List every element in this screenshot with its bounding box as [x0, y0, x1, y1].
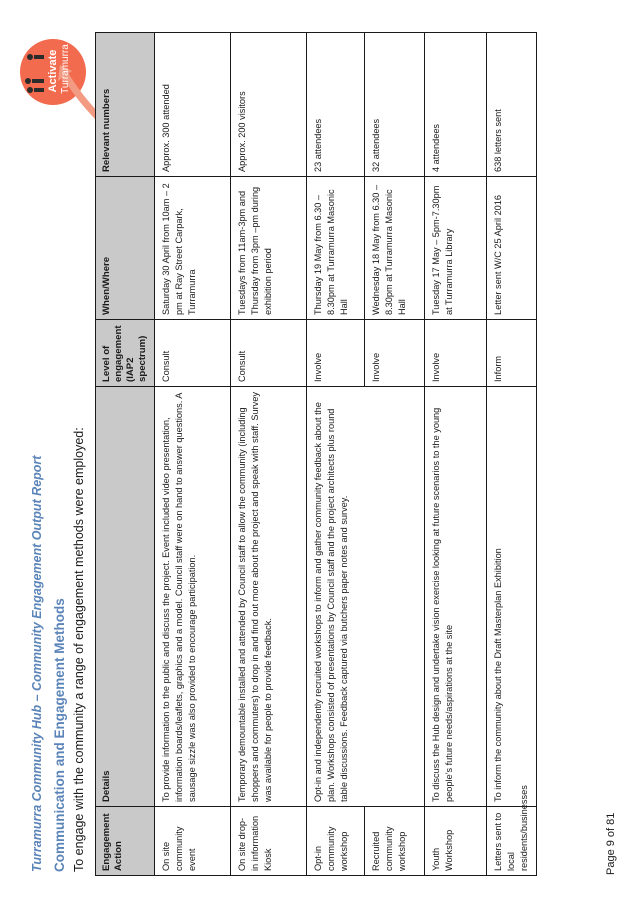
cell-numbers: Approx. 300 attended [154, 33, 230, 177]
cell-level: Consult [154, 320, 230, 387]
cell-level: Involve [424, 320, 486, 387]
col-header-numbers: Relevant numbers [96, 33, 155, 177]
cell-level: Consult [230, 320, 306, 387]
cell-when: Tuesday 17 May – 5pm-7.30pm at Turramurra Library [424, 177, 486, 320]
cell-numbers: 4 attendees [424, 33, 486, 177]
cell-numbers: 23 attendees [306, 33, 364, 177]
cell-details: To provide information to the public and discuss the project. Event included video presentation, information boards/leaflets, graphics and a model. Council staff were on hand to answer questions. A sausage sizzle was also provided to encourage participation. [154, 387, 230, 807]
cell-level: Involve [364, 320, 424, 387]
report-header-title: Turramurra Community Hub – Community Engagement Output Report [30, 455, 44, 872]
engagement-methods-table [95, 32, 537, 876]
table-row [424, 33, 486, 876]
cell-details: To discuss the Hub design and undertake vision exercise looking at future scenarios to the young people’s future needs/aspirations at the site [424, 387, 486, 807]
cell-details: To inform the community about the Draft Masterplan Exhibition [486, 387, 536, 807]
cell-when: Wednesday 18 May from 6.30 – 8.30pm at Turramurra Masonic Hall [364, 177, 424, 320]
cell-action: Youth Workshop [424, 807, 486, 876]
cell-when: Thursday 19 May from 6.30 – 8.30pm at Turramurra Masonic Hall [306, 177, 364, 320]
cell-when: Tuesdays from 11am-3pm and Thursday from 3pm –pm during exhibition period [230, 177, 306, 320]
intro-text: To engage with the community a range of engagement methods were employed: [72, 427, 86, 872]
cell-when: Saturday 30 April from 10am – 2 pm at Ray Street Carpark, Turramurra [154, 177, 230, 320]
logo-text-line1: Activate [47, 49, 59, 93]
cell-action: On site drop-in information Kiosk [230, 807, 306, 876]
table-row [230, 33, 306, 876]
logo-text-line2: Turramurra [60, 44, 71, 94]
cell-action: Opt-in community workshop [306, 807, 364, 876]
col-header-action: Engagement Action [96, 807, 155, 876]
cell-level: Inform [486, 320, 536, 387]
page-number: Page 9 of 81 [605, 812, 617, 875]
cell-details: Opt-in and independently recruited workshops to inform and gather community feedback about the plan. Workshops consisted of presentations by Council staff and the project architects plus round table discussions. Feedback captured via butchers paper notes and survey. [306, 387, 424, 807]
col-header-when: When/Where [96, 177, 155, 320]
table-row [154, 33, 230, 876]
table-row [486, 33, 536, 876]
cell-when: Letter sent W/C 25 April 2016 [486, 177, 536, 320]
section-heading: Communication and Engagement Methods [52, 598, 67, 872]
cell-numbers: 32 attendees [364, 33, 424, 177]
table-row [306, 33, 364, 876]
cell-action: Letters sent to local residents/businesses [486, 807, 536, 876]
cell-numbers: 638 letters sent [486, 33, 536, 177]
col-header-details: Details [96, 387, 155, 807]
col-header-level: Level of engagement (IAP2 spectrum) [96, 320, 155, 387]
cell-level: Involve [306, 320, 364, 387]
cell-action: Recruited community workshop [364, 807, 424, 876]
cell-details: Temporary demountable installed and attended by Council staff to allow the community (including shoppers and commuters) to drop in and find out more about the project and speak with staff. Survey was available for people to provide feedback. [230, 387, 306, 807]
table-header-row [96, 33, 155, 876]
activate-turramurra-logo [8, 27, 108, 127]
cell-action: On site community event [154, 807, 230, 876]
cell-numbers: Approx. 200 visitors [230, 33, 306, 177]
